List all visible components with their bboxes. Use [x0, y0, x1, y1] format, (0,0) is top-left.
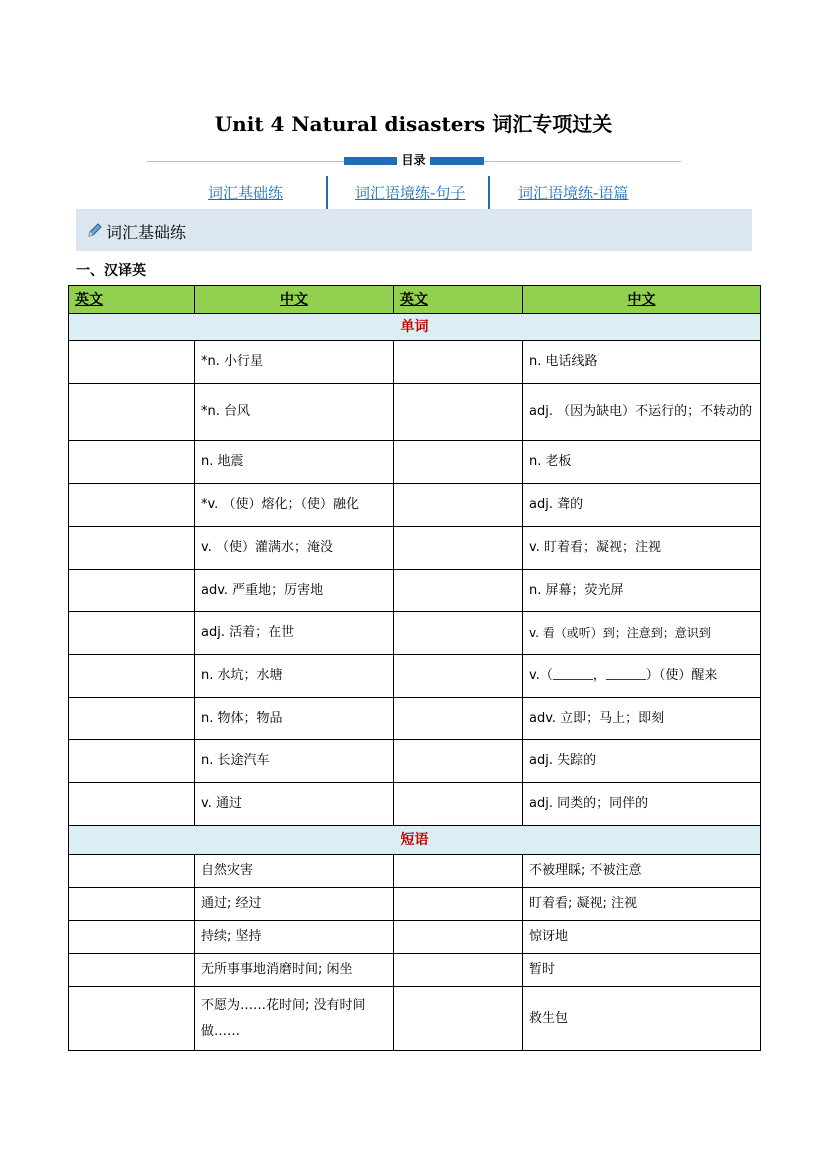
- answer-cell[interactable]: [69, 740, 195, 783]
- chinese-cell: n. 屏幕；荧光屏: [523, 570, 761, 612]
- chinese-cell: adj. 聋的: [523, 484, 761, 527]
- table-row: [69, 341, 761, 384]
- table-row: [69, 888, 761, 921]
- toc-links: [0, 176, 827, 210]
- answer-cell[interactable]: [394, 441, 523, 484]
- answer-cell[interactable]: [394, 570, 523, 612]
- answer-cell[interactable]: [394, 527, 523, 570]
- header-english: 英文: [69, 286, 195, 314]
- chinese-cell: n. 地震: [195, 441, 394, 484]
- chinese-cell: adv. 立即；马上；即刻: [523, 698, 761, 740]
- answer-cell[interactable]: [69, 527, 195, 570]
- table-row: [69, 527, 761, 570]
- toc-separator: [488, 176, 490, 210]
- answer-cell[interactable]: [394, 384, 523, 441]
- answer-cell[interactable]: [69, 341, 195, 384]
- chinese-cell: v. 通过: [195, 783, 394, 826]
- table-row: [69, 954, 761, 987]
- chinese-cell: adj. （因为缺电）不运行的；不转动的: [523, 384, 761, 441]
- answer-cell[interactable]: [69, 384, 195, 441]
- word-section-row: [69, 314, 761, 341]
- answer-cell[interactable]: [394, 987, 523, 1051]
- phrase-section-row: [69, 826, 761, 855]
- table-row: [69, 384, 761, 441]
- answer-cell[interactable]: [69, 484, 195, 527]
- answer-cell[interactable]: [394, 855, 523, 888]
- answer-cell[interactable]: [69, 570, 195, 612]
- answer-cell[interactable]: [69, 855, 195, 888]
- header-chinese: 中文: [195, 286, 394, 314]
- answer-cell[interactable]: [394, 921, 523, 954]
- answer-cell[interactable]: [69, 655, 195, 698]
- answer-cell[interactable]: [394, 484, 523, 527]
- header-chinese: 中文: [523, 286, 761, 314]
- chinese-cell: 盯着看; 凝视; 注视: [523, 888, 761, 921]
- answer-cell[interactable]: [394, 954, 523, 987]
- blank-line[interactable]: [606, 665, 646, 680]
- answer-cell[interactable]: [394, 740, 523, 783]
- answer-cell[interactable]: [69, 954, 195, 987]
- chinese-cell: 不愿为……花时间; 没有时间做……: [195, 987, 394, 1051]
- answer-cell[interactable]: [69, 921, 195, 954]
- table-header-row: [69, 286, 761, 314]
- table-row: [69, 484, 761, 527]
- chinese-cell: n. 水坑；水塘: [195, 655, 394, 698]
- table-row: [69, 921, 761, 954]
- answer-cell[interactable]: [394, 655, 523, 698]
- chinese-cell: 救生包: [523, 987, 761, 1051]
- table-row: [69, 987, 761, 1051]
- chinese-cell: 惊讶地: [523, 921, 761, 954]
- table-row: [69, 783, 761, 826]
- chinese-cell: 不被理睬; 不被注意: [523, 855, 761, 888]
- answer-cell[interactable]: [394, 698, 523, 740]
- chinese-cell: adj. 同类的；同伴的: [523, 783, 761, 826]
- chinese-cell: n. 电话线路: [523, 341, 761, 384]
- blank-line[interactable]: [553, 665, 593, 680]
- chinese-cell: adj. 活着；在世: [195, 612, 394, 655]
- chinese-cell: *n. 台风: [195, 384, 394, 441]
- answer-cell[interactable]: [394, 341, 523, 384]
- answer-cell[interactable]: [69, 888, 195, 921]
- table-row: [69, 698, 761, 740]
- answer-cell[interactable]: [394, 783, 523, 826]
- part-title: 一、汉译英: [76, 263, 146, 279]
- answer-cell[interactable]: [69, 987, 195, 1051]
- section-header: [76, 209, 752, 251]
- chinese-cell: v. （使）灌满水；淹没: [195, 527, 394, 570]
- chinese-cell: 无所事事地消磨时间; 闲坐: [195, 954, 394, 987]
- chinese-cell-with-blanks: v.（ ， ）（使）醒来: [523, 655, 761, 698]
- table-row: [69, 740, 761, 783]
- chinese-cell: adv. 严重地；厉害地: [195, 570, 394, 612]
- header-english: 英文: [394, 286, 523, 314]
- chinese-cell: 持续; 坚持: [195, 921, 394, 954]
- table-row: [69, 570, 761, 612]
- toc-link-sentence[interactable]: 词汇语境练-句子: [355, 184, 466, 202]
- chinese-cell: adj. 失踪的: [523, 740, 761, 783]
- table-row: [69, 855, 761, 888]
- chinese-cell: 通过; 经过: [195, 888, 394, 921]
- chinese-cell: 自然灾害: [195, 855, 394, 888]
- answer-cell[interactable]: [69, 698, 195, 740]
- chinese-cell: n. 物体；物品: [195, 698, 394, 740]
- answer-cell[interactable]: [394, 612, 523, 655]
- vocab-table: [68, 285, 761, 1051]
- page-title: Unit 4 Natural disasters 词汇专项过关: [214, 112, 613, 136]
- section-label-phrases: 短语: [69, 826, 761, 855]
- answer-cell[interactable]: [69, 441, 195, 484]
- chinese-cell: *n. 小行星: [195, 341, 394, 384]
- answer-cell[interactable]: [69, 783, 195, 826]
- chinese-cell: v. 盯着看；凝视；注视: [523, 527, 761, 570]
- table-row: [69, 441, 761, 484]
- answer-cell[interactable]: [394, 888, 523, 921]
- section-title: 词汇基础练: [106, 223, 187, 242]
- section-label-words: 单词: [69, 314, 761, 341]
- chinese-cell: *v. （使）熔化；（使）融化: [195, 484, 394, 527]
- toc-label: 目录: [0, 151, 827, 168]
- answer-cell[interactable]: [69, 612, 195, 655]
- table-row: [69, 655, 761, 698]
- table-row: [69, 612, 761, 655]
- toc-separator: [326, 176, 328, 210]
- chinese-cell: n. 老板: [523, 441, 761, 484]
- chinese-cell: 暂时: [523, 954, 761, 987]
- chinese-cell: v. 看（或听）到；注意到；意识到: [523, 612, 761, 655]
- toc-link-basic[interactable]: 词汇基础练: [208, 184, 284, 202]
- chinese-cell: n. 长途汽车: [195, 740, 394, 783]
- pencil-icon: [86, 221, 104, 239]
- toc-link-passage[interactable]: 词汇语境练-语篇: [518, 184, 629, 202]
